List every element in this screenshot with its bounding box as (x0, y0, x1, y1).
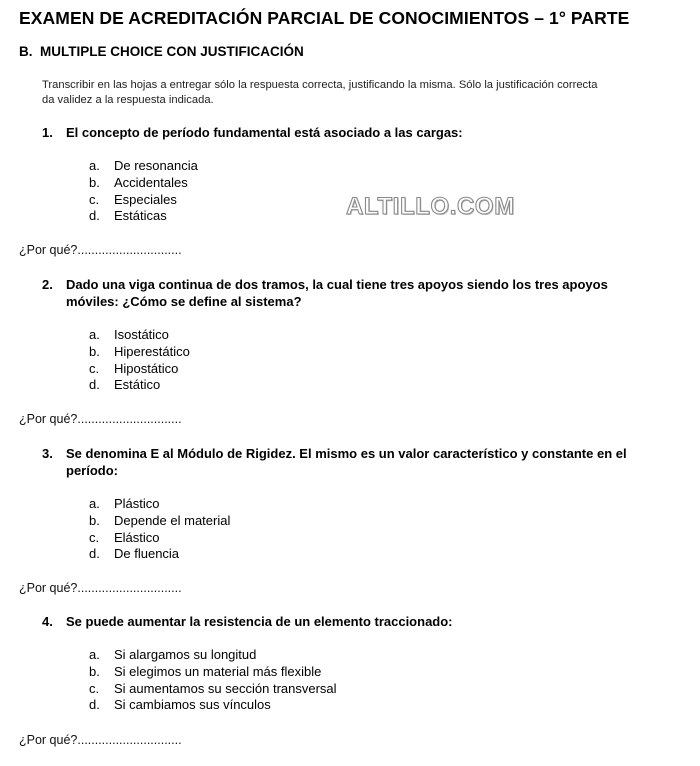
option-d (89, 546, 230, 563)
option-text: Isostático (114, 327, 169, 342)
why-line-1: ¿Por qué?.............................. (19, 243, 182, 257)
option-a (89, 158, 198, 175)
option-letter: b. (89, 512, 100, 528)
option-text: De fluencia (114, 546, 180, 562)
section-heading (19, 44, 304, 59)
question-text: Se puede aumentar la resistencia de un elemento traccionado: (66, 614, 453, 629)
question-2 (42, 276, 700, 310)
option-letter: b. (89, 174, 100, 190)
option-c (89, 681, 337, 698)
question-1 (42, 124, 700, 141)
question-text: Se denomina E al Módulo de Rigidez. El mismo es un valor característico y constante en el período: (66, 446, 627, 478)
option-text: Elástico (114, 529, 160, 545)
question-1-options (89, 158, 198, 225)
option-b (89, 513, 230, 530)
question-text: Dado una viga continua de dos tramos, la cual tiene tres apoyos siendo los tres apoyos móviles: ¿Cómo se define al sistema? (66, 277, 608, 309)
section-letter: B. (19, 44, 33, 59)
watermark: ALTILLO.COM (346, 193, 515, 220)
question-number: 2. (42, 277, 53, 292)
why-line-3: ¿Por qué?.............................. (19, 581, 182, 595)
option-letter: c. (89, 360, 100, 376)
instructions-line-2: da validez a la respuesta indicada. (42, 93, 214, 106)
option-letter: a. (89, 158, 100, 173)
option-d (89, 697, 337, 714)
option-a (89, 327, 190, 344)
option-a (89, 496, 230, 513)
option-text: Si aumentamos su sección transversal (114, 680, 337, 696)
option-text: Depende el material (114, 512, 231, 528)
instructions-line-1: Transcribir en las hojas a entregar sólo la respuesta correcta, justificando la misma. Sólo la justificación correcta (42, 79, 598, 91)
option-text: Si elegimos un material más flexible (114, 663, 322, 679)
option-text: Si alargamos su longitud (114, 647, 257, 662)
instructions (42, 78, 700, 107)
option-text: Si cambiamos sus vínculos (114, 697, 271, 713)
option-a (89, 647, 337, 664)
option-b (89, 175, 198, 192)
option-letter: b. (89, 343, 100, 359)
why-line-2: ¿Por qué?.............................. (19, 412, 182, 426)
option-b (89, 664, 337, 681)
option-text: Estático (114, 377, 161, 393)
question-number: 3. (42, 446, 53, 461)
option-c (89, 530, 230, 547)
option-text: Hipostático (114, 360, 179, 376)
option-text: Plástico (114, 496, 160, 511)
option-letter: d. (89, 208, 100, 224)
question-number: 1. (42, 125, 53, 140)
option-text: Accidentales (114, 174, 188, 190)
question-4 (42, 613, 700, 630)
question-number: 4. (42, 614, 53, 629)
option-letter: c. (89, 529, 100, 545)
option-d (89, 377, 190, 394)
option-d (89, 208, 198, 225)
option-text: Estáticas (114, 208, 167, 224)
option-b (89, 344, 190, 361)
option-letter: a. (89, 327, 100, 342)
option-letter: c. (89, 191, 100, 207)
option-letter: d. (89, 377, 100, 393)
section-label: MULTIPLE CHOICE CON JUSTIFICACIÓN (40, 44, 304, 59)
question-2-options (89, 327, 190, 394)
option-letter: b. (89, 663, 100, 679)
question-text: El concepto de período fundamental está asociado a las cargas: (66, 125, 463, 140)
question-3 (42, 445, 700, 479)
option-text: Especiales (114, 191, 177, 207)
option-text: De resonancia (114, 158, 198, 173)
option-letter: d. (89, 546, 100, 562)
option-c (89, 361, 190, 378)
option-letter: d. (89, 697, 100, 713)
option-c (89, 192, 198, 209)
option-letter: a. (89, 647, 100, 662)
why-line-4: ¿Por qué?.............................. (19, 733, 182, 747)
option-letter: c. (89, 680, 100, 696)
option-letter: a. (89, 496, 100, 511)
question-3-options (89, 496, 230, 563)
exam-title: EXAMEN DE ACREDITACIÓN PARCIAL DE CONOCIMIENTOS – 1° PARTE (19, 8, 630, 28)
option-text: Hiperestático (114, 343, 190, 359)
question-4-options (89, 647, 337, 714)
